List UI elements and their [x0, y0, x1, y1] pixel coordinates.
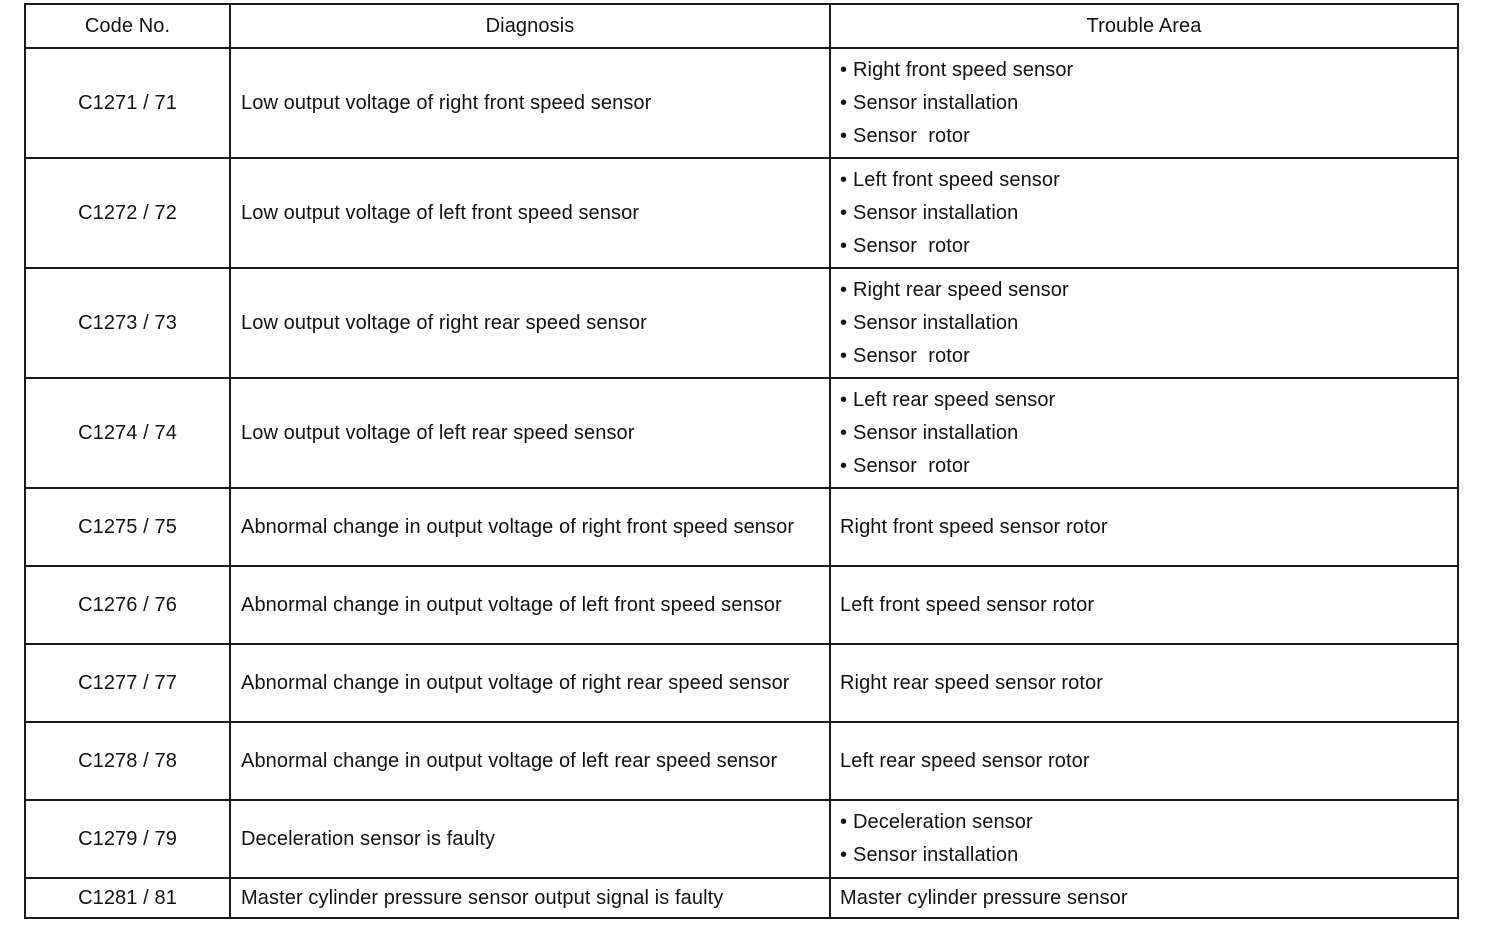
bullet-icon: •	[840, 201, 848, 224]
trouble-area-text: Sensor installation	[853, 91, 1019, 114]
trouble-area-cell	[830, 722, 1458, 800]
diagnosis-cell: Low output voltage of left front speed sensor	[230, 158, 830, 268]
trouble-area-text: Right front speed sensor rotor	[840, 515, 1108, 538]
bullet-icon: •	[840, 454, 848, 477]
trouble-area-item	[840, 54, 1447, 87]
bullet-icon: •	[840, 124, 848, 147]
trouble-area-text: Master cylinder pressure sensor	[840, 886, 1128, 909]
trouble-area-text: Sensor installation	[853, 421, 1019, 444]
trouble-area-text: Sensor installation	[853, 201, 1019, 224]
table-row	[25, 566, 1458, 644]
trouble-area-text: Sensor rotor	[853, 124, 970, 147]
bullet-icon: •	[840, 811, 848, 833]
trouble-area-text: Sensor installation	[853, 311, 1019, 334]
bullet-icon: •	[840, 91, 848, 114]
diagnosis-cell: Abnormal change in output voltage of right front speed sensor	[230, 488, 830, 566]
code-cell: C1278 / 78	[25, 722, 230, 800]
trouble-area-text: Left rear speed sensor rotor	[840, 749, 1090, 772]
trouble-area-item	[840, 197, 1447, 230]
code-cell: C1271 / 71	[25, 48, 230, 158]
bullet-icon: •	[840, 344, 848, 367]
code-cell: C1276 / 76	[25, 566, 230, 644]
trouble-area-text: Left front speed sensor rotor	[840, 593, 1095, 616]
trouble-area-text: Deceleration sensor	[853, 811, 1033, 833]
diagnosis-cell: Master cylinder pressure sensor output signal is faulty	[230, 878, 830, 918]
trouble-area-text: Sensor rotor	[853, 234, 970, 257]
trouble-area-cell	[830, 644, 1458, 722]
table-row	[25, 800, 1458, 878]
bullet-icon: •	[840, 278, 848, 301]
trouble-area-cell	[830, 48, 1458, 158]
code-cell: C1273 / 73	[25, 268, 230, 378]
diagnosis-cell: Abnormal change in output voltage of right rear speed sensor	[230, 644, 830, 722]
table-row	[25, 722, 1458, 800]
trouble-area-cell	[830, 800, 1458, 878]
table-header-row	[25, 4, 1458, 48]
trouble-area-item	[840, 384, 1447, 417]
table-row	[25, 378, 1458, 488]
trouble-area-item	[840, 274, 1447, 307]
diagnosis-cell: Low output voltage of left rear speed sensor	[230, 378, 830, 488]
diagnosis-cell: Abnormal change in output voltage of left front speed sensor	[230, 566, 830, 644]
table-body	[25, 48, 1458, 918]
header-trouble-area: Trouble Area	[830, 4, 1458, 48]
trouble-area-item	[840, 307, 1447, 340]
trouble-area-cell	[830, 878, 1458, 918]
trouble-area-text: Left front speed sensor	[853, 168, 1060, 191]
trouble-area-item	[840, 511, 1447, 544]
trouble-area-text: Left rear speed sensor	[853, 388, 1056, 411]
trouble-area-cell	[830, 488, 1458, 566]
trouble-area-item	[840, 164, 1447, 197]
trouble-area-item	[840, 667, 1447, 700]
code-cell: C1281 / 81	[25, 878, 230, 918]
bullet-icon: •	[840, 421, 848, 444]
code-cell: C1275 / 75	[25, 488, 230, 566]
dtc-table	[24, 3, 1459, 919]
bullet-icon: •	[840, 58, 848, 81]
trouble-area-text: Right rear speed sensor rotor	[840, 671, 1104, 694]
header-diagnosis: Diagnosis	[230, 4, 830, 48]
trouble-area-cell	[830, 158, 1458, 268]
trouble-area-item	[840, 120, 1447, 153]
trouble-area-item	[840, 882, 1447, 915]
trouble-area-cell	[830, 268, 1458, 378]
trouble-area-text: Sensor installation	[853, 844, 1019, 866]
trouble-area-item	[840, 806, 1447, 839]
trouble-area-item	[840, 340, 1447, 373]
trouble-area-item	[840, 589, 1447, 622]
trouble-area-text: Sensor rotor	[853, 454, 970, 477]
table-row	[25, 644, 1458, 722]
trouble-area-text: Right rear speed sensor	[853, 278, 1069, 301]
trouble-area-item	[840, 87, 1447, 120]
trouble-area-item	[840, 417, 1447, 450]
table-row	[25, 488, 1458, 566]
trouble-area-text: Right front speed sensor	[853, 58, 1074, 81]
diagnosis-cell: Low output voltage of right front speed sensor	[230, 48, 830, 158]
code-cell: C1272 / 72	[25, 158, 230, 268]
table-row	[25, 48, 1458, 158]
code-cell: C1274 / 74	[25, 378, 230, 488]
code-cell: C1279 / 79	[25, 800, 230, 878]
table-row	[25, 158, 1458, 268]
bullet-icon: •	[840, 388, 848, 411]
trouble-area-item	[840, 839, 1447, 872]
bullet-icon: •	[840, 311, 848, 334]
diagnosis-cell: Deceleration sensor is faulty	[230, 800, 830, 878]
trouble-area-cell	[830, 378, 1458, 488]
diagnosis-cell: Abnormal change in output voltage of left rear speed sensor	[230, 722, 830, 800]
bullet-icon: •	[840, 844, 848, 866]
table-row	[25, 878, 1458, 918]
trouble-area-item	[840, 745, 1447, 778]
bullet-icon: •	[840, 234, 848, 257]
header-code-no: Code No.	[25, 4, 230, 48]
trouble-area-cell	[830, 566, 1458, 644]
trouble-area-text: Sensor rotor	[853, 344, 970, 367]
table-row	[25, 268, 1458, 378]
trouble-area-item	[840, 450, 1447, 483]
code-cell: C1277 / 77	[25, 644, 230, 722]
diagnosis-cell: Low output voltage of right rear speed sensor	[230, 268, 830, 378]
bullet-icon: •	[840, 168, 848, 191]
trouble-area-item	[840, 230, 1447, 263]
